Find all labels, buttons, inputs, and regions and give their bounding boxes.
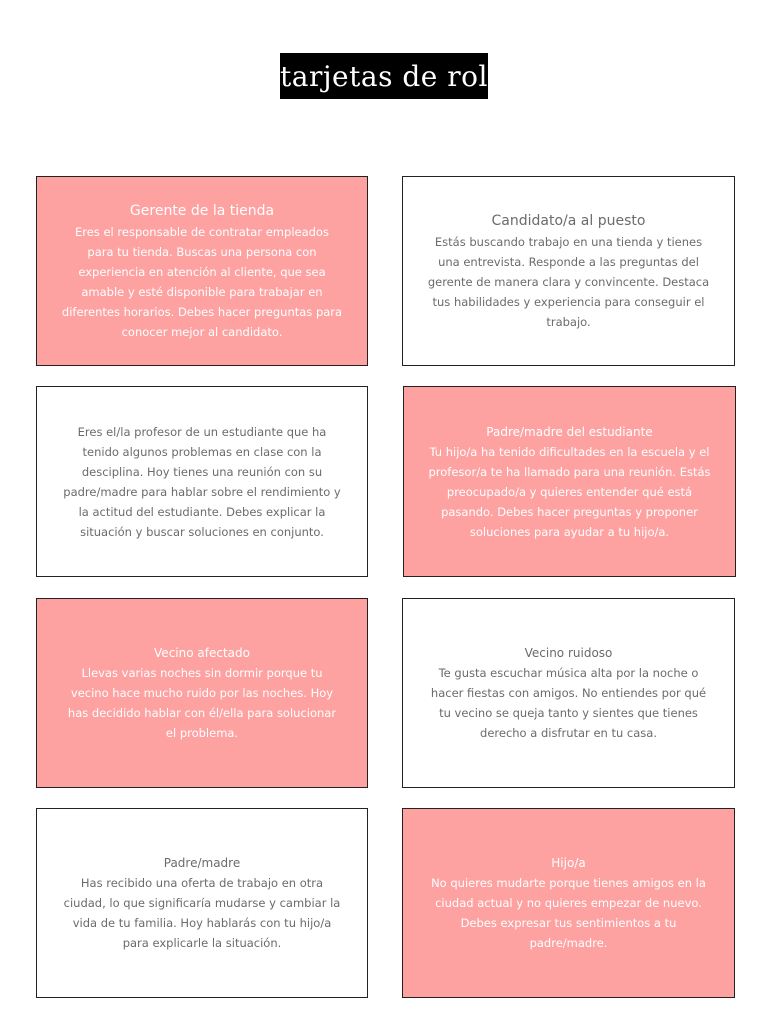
card-heading: Vecino ruidoso [524,646,613,660]
card-body: Eres el responsable de contratar empleados para tu tienda. Buscas una persona con experiencia en atención al cliente, que sea amable y esté disponible para trabajar en diferentes horarios. Debes hacer preguntas para conocer mejor al candidato. [61,225,343,339]
card-heading: Gerente de la tienda [129,203,275,219]
page-title-box [280,53,488,99]
card-heading: Candidato/a al puesto [491,213,646,229]
card-body: Eres el/la profesor de un estudiante que ha tenido algunos problemas en clase con la desciplina. Hoy tienes una reunión con su padre/madre para hablar sobre el rendimiento y la actitud del estudiante. Debes explicar la situación y buscar soluciones en conjunto. [63,424,341,539]
role-card-job-candidate [402,176,735,366]
card-heading: Hijo/a [551,856,586,870]
card-heading: Vecino afectado [154,646,250,660]
role-card-parent [36,808,368,998]
role-card-noisy-neighbor [402,598,735,788]
card-body: Llevas varias noches sin dormir porque tu vecino hace mucho ruido por las noches. Hoy has decidido hablar con él/ella para solucionar el problema. [67,666,337,740]
role-card-teacher [36,386,368,577]
role-card-student-parent [403,386,736,577]
card-body: No quieres mudarte porque tienes amigos en la ciudad actual y no quieres empezar de nuevo. Debes expresar tus sentimientos a tu padre/madre. [431,876,706,950]
card-body: Tu hijo/a ha tenido dificultades en la escuela y el profesor/a te ha llamado para una reunión. Estás preocupado/a y quieres entender qué está pasando. Debes hacer preguntas y proponer soluciones para ayudar a tu hijo/a. [428,444,711,539]
card-body: Has recibido una oferta de trabajo en otra ciudad, lo que significaría mudarse y cambiar la vida de tu familia. Hoy hablarás con tu hijo/a para explicarle la situación. [63,876,341,950]
card-body: Te gusta escuchar música alta por la noche o hacer fiestas con amigos. No entiendes por qué tu vecino se queja tanto y sientes que tienes derecho a disfrutar en tu casa. [430,666,707,740]
role-card-affected-neighbor [36,598,368,788]
card-heading: Padre/madre del estudiante [486,424,653,439]
card-body: Estás buscando trabajo en una tienda y tienes una entrevista. Responde a las preguntas del gerente de manera clara y convincente. Destaca tus habilidades y experiencia para conseguir el trabajo. [427,235,710,329]
role-card-child [402,808,735,998]
card-heading: Padre/madre [163,856,241,870]
page-title: tarjetas de rol [280,59,488,93]
role-card-store-manager [36,176,368,366]
